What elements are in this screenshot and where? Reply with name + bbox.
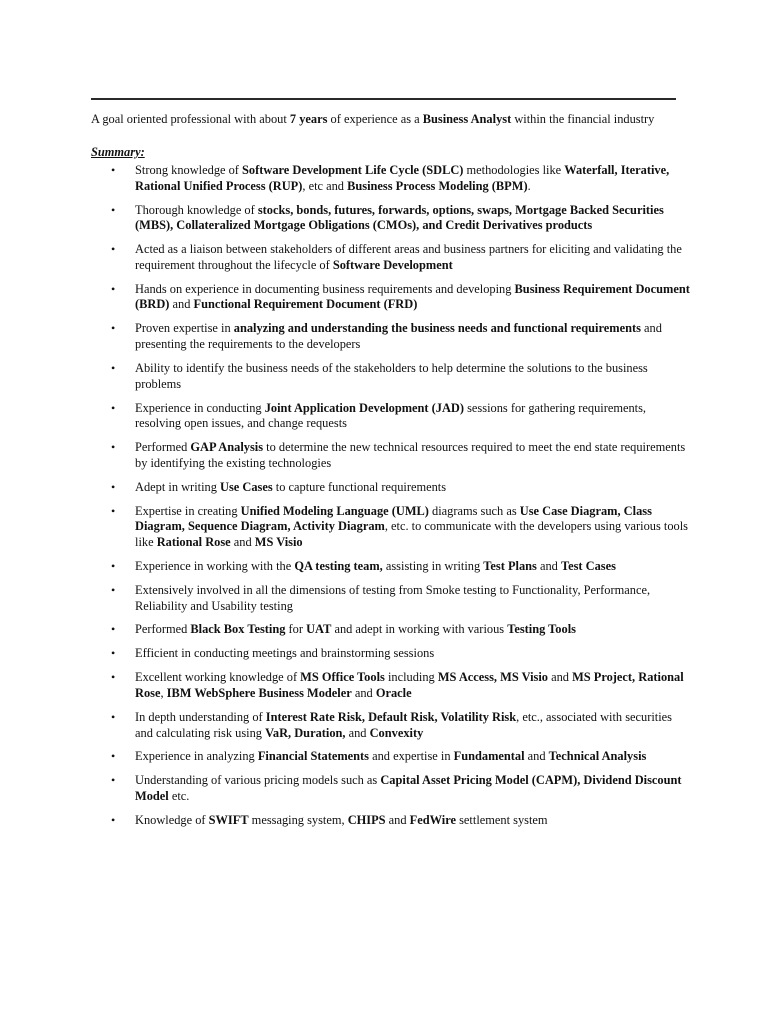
text-run: and — [524, 749, 549, 764]
text-run: Acted as a liaison between stakeholders of different areas and business partners for eliciting and validating the requirement throughout the lifecycle of — [135, 242, 682, 272]
text-run: diagrams such as — [428, 503, 520, 518]
list-item-text — [135, 559, 691, 575]
text-run: In depth understanding of — [135, 709, 266, 724]
text-run: , — [160, 685, 167, 700]
bold-text: GAP Analysis — [190, 440, 264, 455]
list-item — [91, 622, 691, 638]
list-item-text — [135, 749, 691, 765]
list-item — [91, 242, 691, 273]
text-run: to capture functional requirements — [272, 479, 447, 494]
text-run: , etc and — [302, 178, 348, 193]
list-item — [91, 583, 691, 614]
bullet-icon: • — [111, 440, 116, 455]
text-run: Extensively involved in all the dimensions of testing from Smoke testing to Functionality, Performance, Reliability and Usability testing — [135, 582, 651, 613]
list-item-text — [135, 504, 691, 551]
list-item — [91, 401, 691, 432]
text-run: and — [385, 812, 410, 827]
list-item-text — [135, 401, 691, 432]
bold-text: MS Project, Rational Rose — [135, 670, 684, 700]
bullet-icon: • — [111, 670, 116, 685]
bold-text: Business Process Modeling (BPM) — [347, 178, 528, 193]
text-run: messaging system, — [248, 812, 348, 827]
list-item — [91, 559, 691, 575]
text-run: Expertise in creating — [135, 503, 241, 518]
bullet-icon: • — [111, 773, 116, 788]
bullet-icon: • — [111, 202, 116, 217]
bold-text: Technical Analysis — [548, 749, 647, 764]
text-run: to determine the new technical resources required to meet the end state requirements by identifying the existing technologies — [135, 440, 686, 470]
text-run: etc. — [168, 788, 190, 803]
text-run: Hands on experience in documenting business requirements and developing — [135, 281, 515, 296]
bold-text: 7 years — [289, 112, 328, 126]
bold-text: Joint Application Development (JAD) — [264, 400, 464, 415]
text-run: Performed — [135, 440, 191, 455]
list-item — [91, 163, 691, 194]
list-item — [91, 504, 691, 551]
text-run: . — [527, 178, 531, 193]
summary-heading: Summary: — [91, 145, 145, 159]
text-run: Experience in working with the — [135, 558, 295, 573]
bullet-icon: • — [111, 622, 116, 637]
text-run: Experience in analyzing — [135, 749, 258, 764]
bold-text: stocks, bonds, futures, forwards, options, swaps, Mortgage Backed Securities (MBS), Collateralized Mortgage Obligations (CMOs), and Credit Derivatives products — [135, 202, 664, 233]
bold-text: MS Office Tools — [300, 670, 385, 685]
text-run: assisting in writing — [382, 558, 484, 573]
header-rule — [91, 98, 676, 100]
text-run: methodologies like — [463, 163, 565, 177]
bold-text: Waterfall, Iterative, Rational Unified Process (RUP) — [135, 163, 670, 193]
bold-text: Black Box Testing — [190, 622, 286, 637]
list-item-text — [135, 361, 691, 392]
bold-text: MS Visio — [254, 535, 303, 550]
bold-text: Capital Asset Pricing Model (CAPM), Dividend Discount Model — [135, 773, 682, 803]
text-run: for — [285, 622, 307, 637]
bullet-icon: • — [111, 749, 116, 764]
bullet-icon: • — [111, 503, 116, 518]
bold-text: Software Development — [332, 257, 453, 272]
bold-text: Software Development Life Cycle (SDLC) — [242, 163, 464, 177]
bold-text: Test Cases — [560, 558, 616, 573]
list-item-text — [135, 282, 691, 313]
list-item — [91, 646, 691, 662]
bold-text: Use Cases — [220, 479, 273, 494]
text-run: Strong knowledge of — [135, 163, 243, 177]
text-run: and — [230, 535, 255, 550]
text-run: including — [384, 670, 438, 685]
list-item — [91, 813, 691, 829]
list-item-text — [135, 321, 691, 352]
bold-text: Fundamental — [453, 749, 525, 764]
bullet-icon: • — [111, 558, 116, 573]
bullet-icon: • — [111, 400, 116, 415]
text-run: and — [345, 725, 370, 740]
list-item — [91, 670, 691, 701]
bold-text: QA testing team, — [294, 558, 383, 573]
text-run: , etc. to communicate with the developers using various tools like — [135, 519, 689, 550]
text-run: Adept in writing — [135, 479, 221, 494]
list-item-text — [135, 163, 691, 194]
bullet-icon: • — [111, 709, 116, 724]
text-run: and — [536, 558, 561, 573]
text-run: and presenting the requirements to the developers — [135, 321, 662, 352]
text-run: Efficient in conducting meetings and brainstorming sessions — [135, 646, 435, 661]
list-item — [91, 749, 691, 765]
bold-text: FedWire — [409, 812, 457, 827]
bullet-icon: • — [111, 163, 116, 177]
bold-text: VaR, Duration, — [265, 725, 346, 740]
bold-text: MS Access, MS Visio — [437, 670, 548, 685]
bold-text: CHIPS — [347, 812, 386, 827]
text-run: of experience as a — [327, 112, 423, 126]
summary-list — [91, 163, 691, 837]
text-run: Experience in conducting — [135, 400, 265, 415]
bold-text: UAT — [306, 622, 332, 637]
text-run: and — [169, 297, 194, 312]
list-item-text — [135, 773, 691, 804]
list-item — [91, 203, 691, 234]
list-item-text — [135, 203, 691, 234]
list-item — [91, 440, 691, 471]
bold-text: Financial Statements — [257, 749, 369, 764]
list-item-text — [135, 670, 691, 701]
list-item — [91, 773, 691, 804]
list-item-text — [135, 646, 691, 662]
intro-paragraph — [91, 112, 681, 128]
text-run: settlement system — [456, 812, 548, 827]
bold-text: Oracle — [375, 685, 412, 700]
text-run: Understanding of various pricing models such as — [135, 773, 381, 788]
bold-text: Business Analyst — [422, 112, 512, 126]
list-item-text — [135, 440, 691, 471]
bullet-icon: • — [111, 281, 116, 296]
text-run: sessions for gathering requirements, resolving open issues, and change requests — [135, 400, 647, 431]
list-item-text — [135, 813, 691, 829]
bold-text: analyzing and understanding the business needs and functional requirements — [233, 321, 641, 336]
list-item-text — [135, 710, 691, 741]
bullet-icon: • — [111, 479, 116, 494]
bullet-icon: • — [111, 360, 116, 375]
bullet-icon: • — [111, 321, 116, 336]
bold-text: Test Plans — [483, 558, 537, 573]
list-item-text — [135, 480, 691, 496]
bold-text: Business Requirement Document (BRD) — [135, 281, 690, 312]
bold-text: Rational Rose — [156, 535, 231, 550]
bold-text: Use Case Diagram, Class Diagram, Sequence Diagram, Activity Diagram — [135, 503, 652, 534]
bullet-icon: • — [111, 812, 116, 827]
text-run: Thorough knowledge of — [135, 202, 258, 217]
text-run: within the financial industry — [511, 112, 655, 126]
bullet-icon: • — [111, 646, 116, 661]
bold-text: Functional Requirement Document (FRD) — [193, 297, 418, 312]
text-run: A goal oriented professional with about — [91, 112, 290, 126]
list-item-text — [135, 242, 691, 273]
list-item-text — [135, 622, 691, 638]
text-run: and — [547, 670, 573, 685]
list-item — [91, 710, 691, 741]
text-run: Ability to identify the business needs of the stakeholders to help determine the solutions to the business problems — [135, 360, 648, 391]
list-item — [91, 480, 691, 496]
list-item — [91, 321, 691, 352]
bold-text: Interest Rate Risk, Default Risk, Volatility Risk — [265, 709, 517, 724]
text-run: Knowledge of — [135, 812, 209, 827]
bold-text: SWIFT — [208, 812, 249, 827]
list-item — [91, 282, 691, 313]
text-run: Performed — [135, 622, 191, 637]
text-run: and — [351, 685, 376, 700]
bullet-icon: • — [111, 242, 116, 257]
bold-text: Unified Modeling Language (UML) — [240, 503, 429, 518]
bold-text: IBM WebSphere Business Modeler — [166, 685, 352, 700]
text-run: Proven expertise in — [135, 321, 234, 336]
text-run: and adept in working with various — [331, 622, 508, 637]
list-item-text — [135, 583, 691, 614]
bold-text: Convexity — [369, 725, 424, 740]
bullet-icon: • — [111, 582, 116, 597]
text-run: , etc., associated with securities and calculating risk using — [135, 709, 672, 740]
text-run: and expertise in — [369, 749, 454, 764]
bold-text: Testing Tools — [507, 622, 576, 637]
text-run: Excellent working knowledge of — [135, 670, 301, 685]
list-item — [91, 361, 691, 392]
